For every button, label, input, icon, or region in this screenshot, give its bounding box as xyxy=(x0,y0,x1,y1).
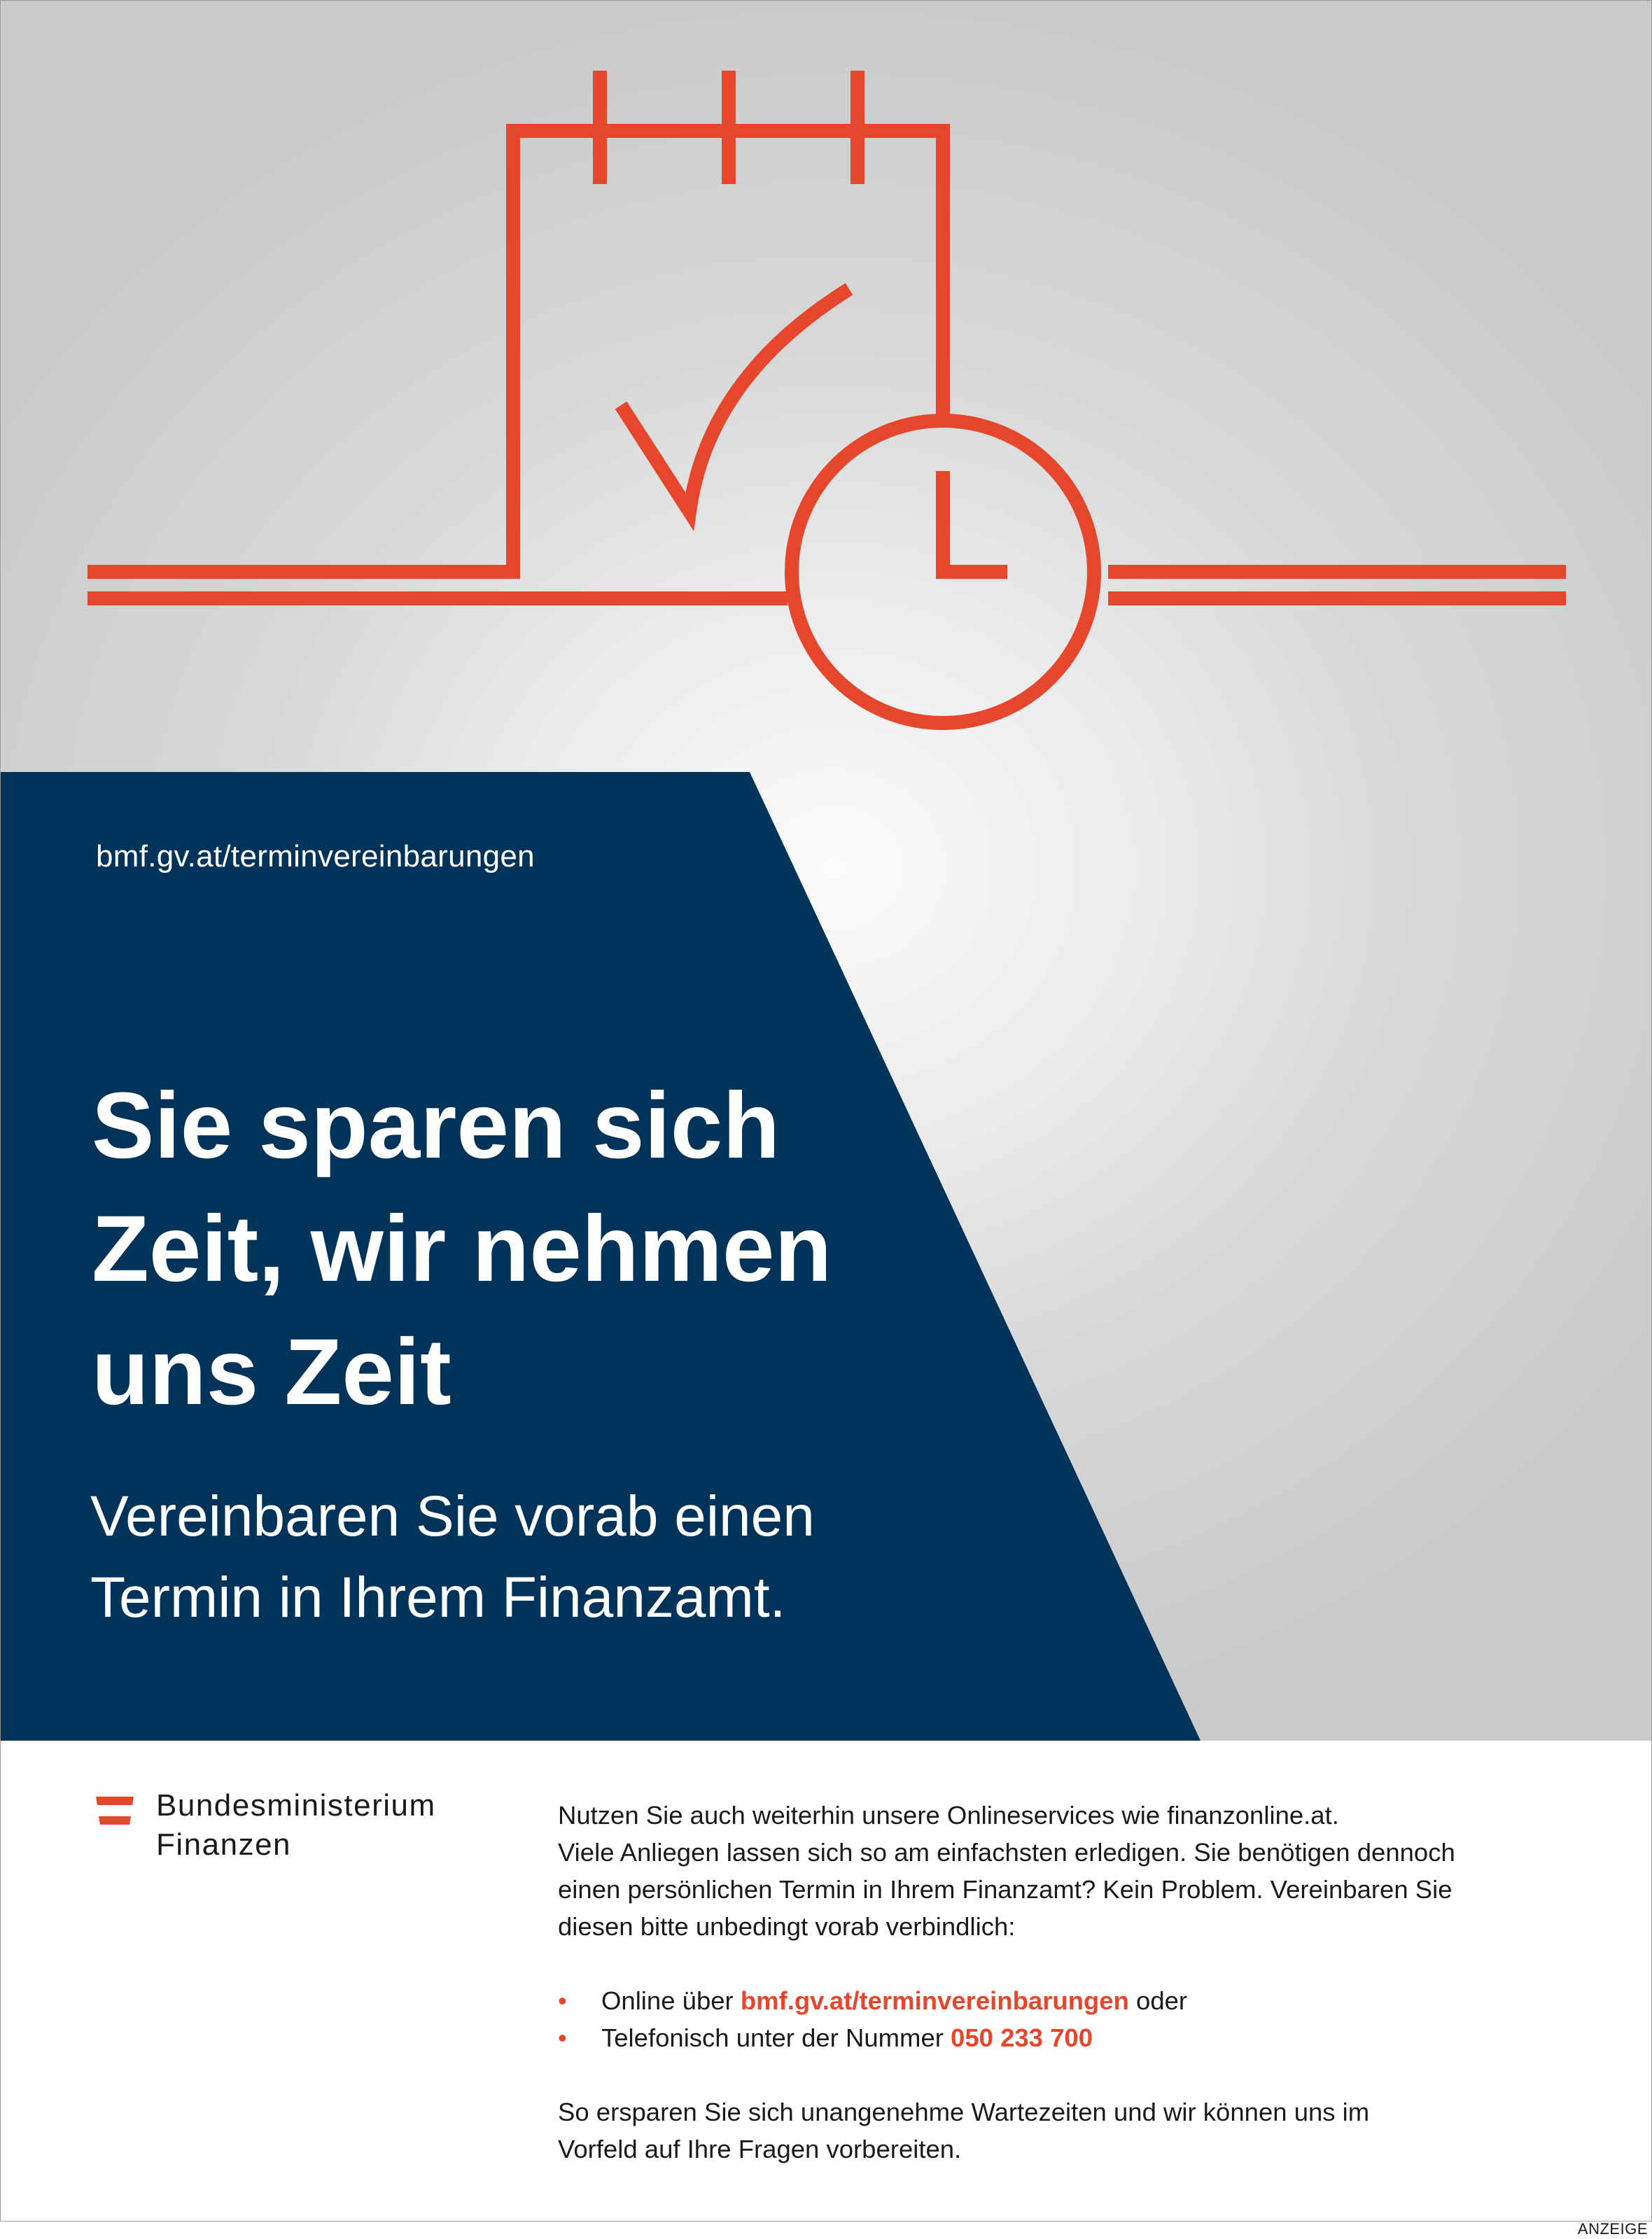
advertisement-label: ANZEIGE xyxy=(1577,2220,1648,2238)
contact-options-list xyxy=(558,1982,1580,2056)
text-line: Viele Anliegen lassen sich so am einfachsten erledigen. Sie benötigen dennoch xyxy=(558,1838,1455,1867)
headline-line: Sie sparen sich xyxy=(92,1074,780,1178)
bullet-suffix: oder xyxy=(1128,1986,1188,2015)
subheadline-line: Vereinbaren Sie vorab einen xyxy=(90,1485,815,1548)
calendar-clock-checkmark-icon xyxy=(1,1,1651,771)
subheadline xyxy=(90,1476,1070,1638)
text-line: So ersparen Sie sich unangenehme Wartezeiten und wir können uns im xyxy=(558,2098,1370,2126)
booking-link[interactable]: bmf.gv.at/terminvereinbarungen xyxy=(740,1986,1129,2015)
bullet-icon: • xyxy=(558,1986,567,2015)
intro-paragraph xyxy=(558,1797,1580,1945)
text-line: Vorfeld auf Ihre Fragen vorbereiten. xyxy=(558,2135,962,2163)
headline-line: Zeit, wir nehmen xyxy=(92,1197,832,1301)
info-text xyxy=(558,1797,1580,2168)
subheadline-line: Termin in Ihrem Finanzamt. xyxy=(90,1566,786,1629)
website-url[interactable]: bmf.gv.at/terminvereinbarungen xyxy=(96,839,535,873)
bullet-prefix: Telefonisch unter der Nummer xyxy=(601,2023,951,2052)
list-item xyxy=(558,1982,1580,2019)
austria-flag-icon xyxy=(96,1797,134,1826)
hero-section xyxy=(1,1,1651,1741)
text-line: diesen bitte unbedingt vorab verbindlich: xyxy=(558,1912,1016,1941)
logo-name: Bundesministerium xyxy=(156,1788,436,1823)
outro-paragraph xyxy=(558,2093,1580,2168)
text-line: Nutzen Sie auch weiterhin unsere Onlineservices wie finanzonline.at. xyxy=(558,1801,1339,1830)
phone-number[interactable]: 050 233 700 xyxy=(951,2023,1093,2052)
headline-line: uns Zeit xyxy=(92,1320,451,1424)
bullet-prefix: Online über xyxy=(601,1986,741,2015)
headline xyxy=(92,1065,974,1434)
text-line: einen persönlichen Termin in Ihrem Finanzamt? Kein Problem. Vereinbaren Sie xyxy=(558,1875,1452,1904)
logo-subname: Finanzen xyxy=(156,1827,292,1862)
bullet-icon: • xyxy=(558,2023,567,2052)
list-item xyxy=(558,2019,1580,2056)
